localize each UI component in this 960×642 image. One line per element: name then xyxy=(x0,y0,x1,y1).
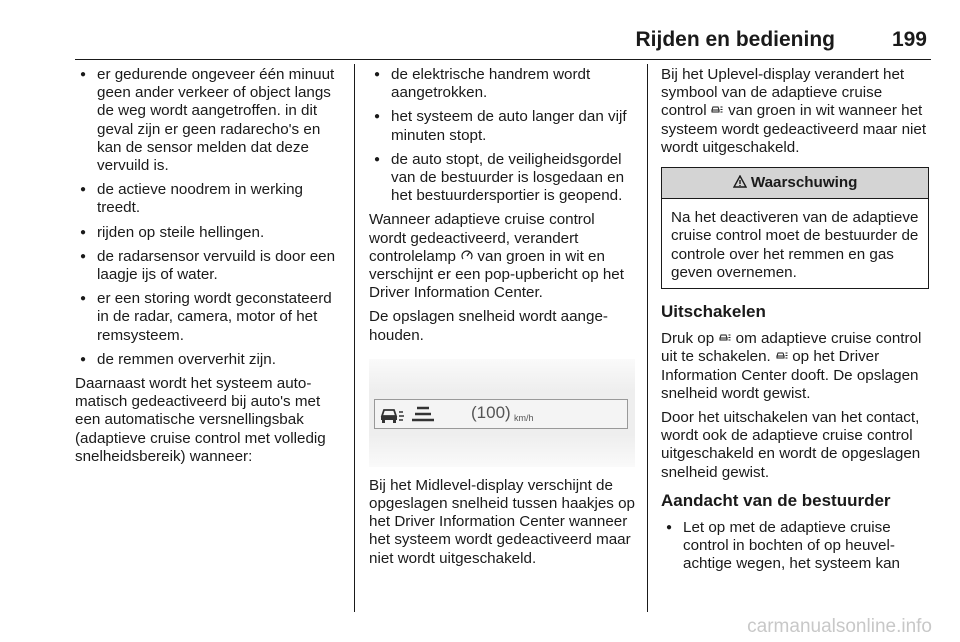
car-cruise-icon xyxy=(775,348,788,366)
column-divider-2 xyxy=(647,64,648,612)
column-2 xyxy=(369,66,635,574)
car-cruise-icon xyxy=(379,402,407,431)
cruise-lamp-icon xyxy=(460,248,473,266)
attention-list xyxy=(661,519,929,574)
page-header xyxy=(75,28,931,58)
paragraph: Druk op om adaptieve cruise control uit te schakelen. op het Driver Information Center dooft. De opslagen snelheid wordt gewist. xyxy=(661,330,922,402)
section-heading: Aandacht van de bestuurder xyxy=(661,490,891,510)
paragraph: Bij het Midlevel-display verschijnt de opgeslagen snelheid tussen haakjes op het Driver Information Center wanneer het systeem wordt gedeactiveerd maar niet wordt uitgeschakeld. xyxy=(369,476,635,567)
car-cruise-icon xyxy=(711,102,724,120)
speed-unit: km/h xyxy=(514,412,534,423)
list-item: ● Let op met de adaptieve cruise control in bochten of op heuvelachtige wegen, het systeem kan xyxy=(661,519,929,574)
list-item: ● de auto stopt, de veiligheidsgordel van de bestuurder is losgedaan en het bestuurdersportier is geopend. xyxy=(369,151,635,206)
column-3 xyxy=(661,66,929,580)
list-item: ● er gedurende ongeveer één minuut geen ander verkeer of object langs de weg wordt aangetroffen. in dit geval zijn er geen radarecho's en kan de sensor melden dat deze vervuild is. xyxy=(75,66,347,175)
warning-header xyxy=(662,168,928,199)
list-item: ● de radarsensor vervuild is door een laagje ijs of water. xyxy=(75,248,347,284)
column-divider-1 xyxy=(354,64,355,612)
list-item: ● de elektrische handrem wordt aangetrokken. xyxy=(369,66,635,102)
page-number: 199 xyxy=(891,28,927,51)
list-item: ● er een storing wordt geconstateerd in de radar, camera, motor of het remsysteem. xyxy=(75,290,347,345)
list-item: ● de actieve noodrem in werking treedt. xyxy=(75,181,347,217)
warning-box xyxy=(661,167,929,289)
column-1 xyxy=(75,66,347,472)
horizontal-lines-icon xyxy=(411,406,435,427)
driver-info-display xyxy=(369,359,635,467)
stored-speed: (100) xyxy=(471,402,511,422)
section-heading: Uitschakelen xyxy=(661,302,766,322)
header-rule xyxy=(75,59,931,60)
paragraph: Wanneer adaptieve cruise control wordt gedeactiveerd, verandert controlelamp van groen in wit en verschijnt er een pop-upbericht op het Driver Information Center. xyxy=(369,211,624,302)
condition-list xyxy=(75,66,347,369)
condition-list xyxy=(369,66,635,205)
list-item: ● rijden op steile hellingen. xyxy=(75,224,347,242)
warning-text: Na het deactiveren van de adaptieve cruise control moet de bestuurder de controle over het remmen en gas geven overnemen. xyxy=(671,209,919,281)
list-item: ● de remmen oververhit zijn. xyxy=(75,351,347,369)
paragraph: Bij het Uplevel-display verandert het symbool van de adaptieve cruise control van groen in wit wanneer het systeem wordt gedeactiveerd maar niet wordt uitgeschakeld. xyxy=(661,66,927,156)
display-bar xyxy=(374,399,628,429)
warning-triangle-icon xyxy=(733,174,751,191)
list-item: ● het systeem de auto langer dan vijf minuten stopt. xyxy=(369,108,635,144)
car-cruise-icon xyxy=(718,330,731,348)
section-title: Rijden en bediening xyxy=(635,28,835,51)
paragraph: De opslagen snelheid wordt aangehouden. xyxy=(369,308,608,344)
watermark: carmanualsonline.info xyxy=(747,616,932,637)
paragraph: Daarnaast wordt het systeem automatisch gedeactiveerd bij auto's met een automatische versnellingsbak (adaptieve cruise control met volledig snelheidsbereik) wanneer: xyxy=(75,375,326,465)
warning-title: Waarschuwing xyxy=(750,174,858,192)
paragraph: Door het uitschakelen van het contact, wordt ook de adaptieve cruise control uitgeschakeld en wordt de opgeslagen snelheid gewist. xyxy=(661,409,921,481)
